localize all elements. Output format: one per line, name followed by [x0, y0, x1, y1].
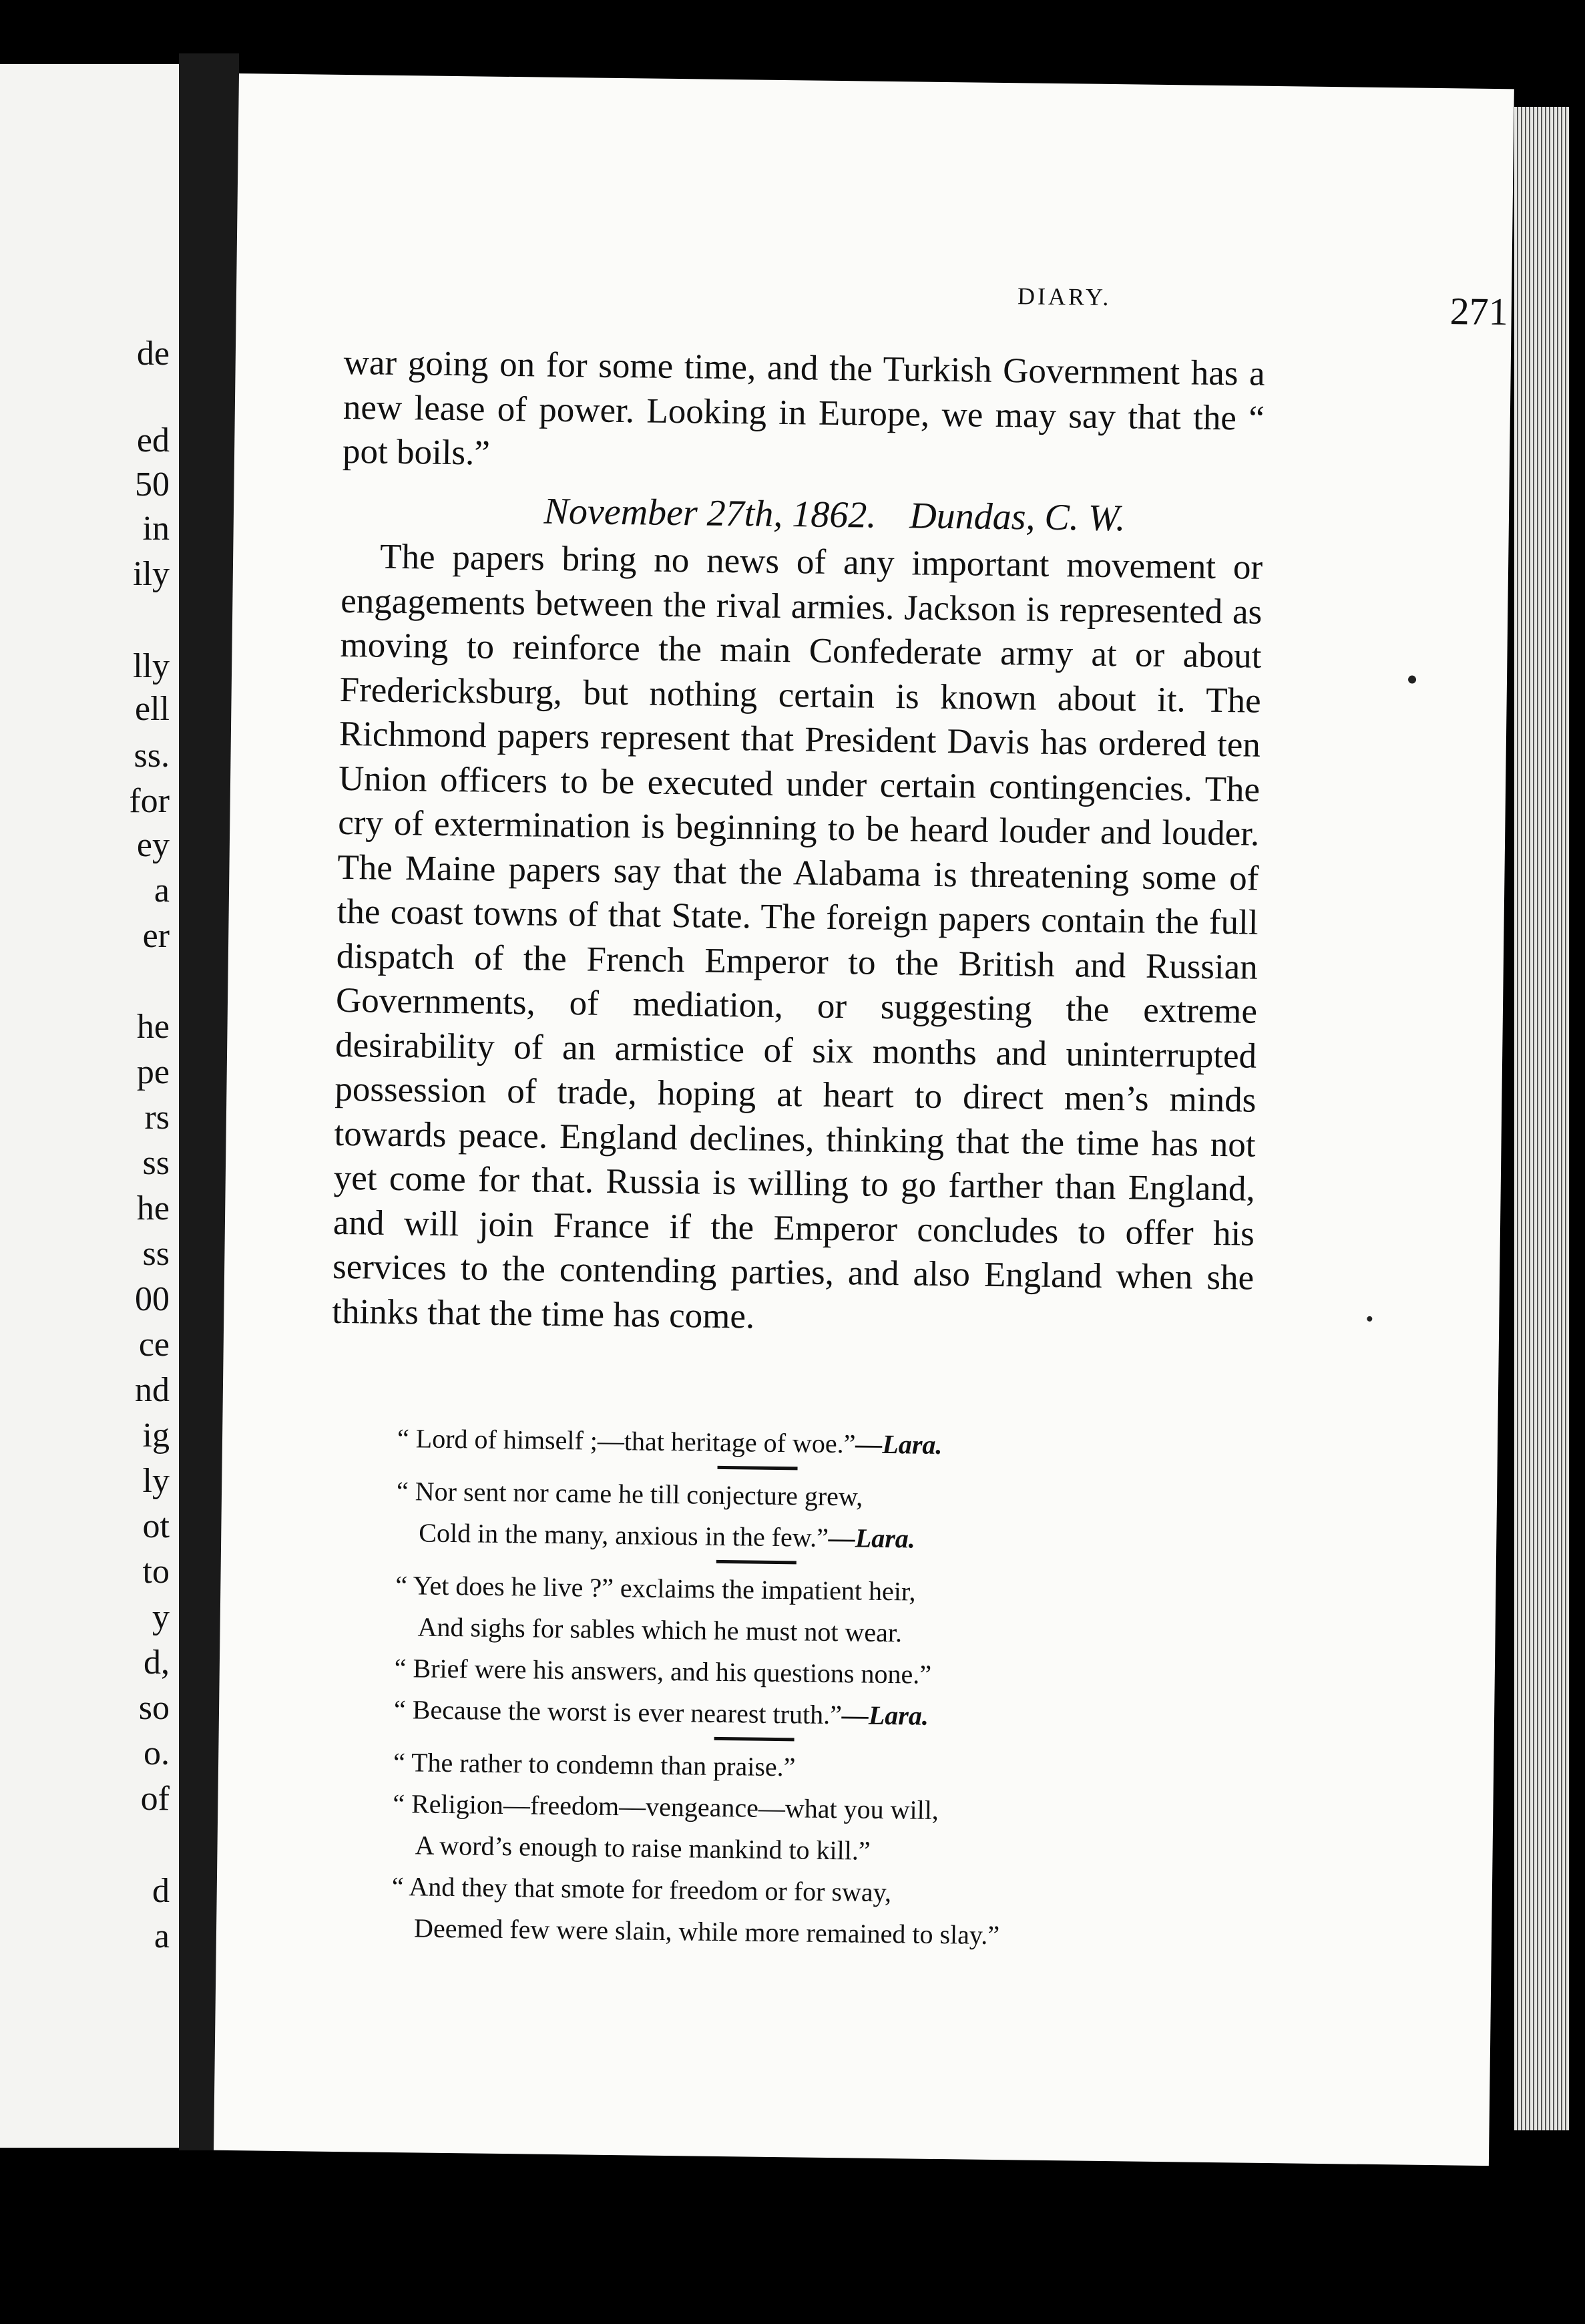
- ink-speck: [1367, 1316, 1372, 1322]
- left-page-fragment: d,: [144, 1643, 170, 1682]
- left-page-fragment: a: [154, 872, 170, 910]
- left-page-fragment: er: [142, 917, 170, 955]
- left-page-fragment: ly: [142, 1462, 170, 1500]
- quote-line: “ And they that smote for freedom or for sway,: [391, 1871, 892, 1908]
- left-page-fragment: ss: [142, 1235, 170, 1273]
- left-page-fragment: ey: [136, 826, 170, 864]
- left-page-fragment: ell: [135, 690, 170, 728]
- quote-line: “ Religion—freedom—vengeance—what you will,: [393, 1788, 939, 1825]
- quote-line: Cold in the many, anxious in the few.”—Lara.: [419, 1517, 916, 1554]
- left-page-fragment: pe: [136, 1053, 170, 1091]
- continuation-paragraph: [343, 341, 1265, 485]
- entry-date: November 27th, 1862.: [543, 490, 877, 536]
- left-page-fragment: of: [140, 1780, 170, 1818]
- quote-line: “ Nor sent nor came he till conjecture grew,: [396, 1476, 863, 1512]
- quote-divider: [716, 1560, 797, 1564]
- left-page-fragment: ed: [136, 421, 170, 459]
- quote-line: “ Because the worst is ever nearest truth.”—Lara.: [393, 1694, 929, 1731]
- quote-line: A word’s enough to raise mankind to kill.”: [415, 1830, 871, 1866]
- left-page-fragment: o.: [144, 1734, 170, 1772]
- left-page-fragment: ss: [142, 1144, 170, 1182]
- quote-group: [391, 1742, 1195, 1959]
- quote-divider: [718, 1466, 798, 1470]
- quote-divider: [714, 1737, 795, 1741]
- running-head: DIARY.: [1017, 282, 1112, 311]
- page-number: 271: [1449, 289, 1509, 334]
- left-page-fragment: de: [136, 335, 170, 373]
- left-page-fragment: so: [138, 1689, 170, 1727]
- left-page-fragment: d: [152, 1872, 170, 1910]
- quote-line: “ The rather to condemn than praise.”: [393, 1747, 796, 1782]
- left-page-fragment: in: [142, 510, 170, 548]
- diary-entry: [332, 534, 1263, 1345]
- page-edges: [1514, 107, 1569, 2130]
- left-page-fragment: he: [136, 1189, 170, 1227]
- quote-group: [396, 1471, 1198, 1563]
- entry-place: Dundas, C. W.: [909, 495, 1126, 540]
- quote-attribution: —Lara.: [855, 1428, 943, 1461]
- left-page-fragment: lly: [133, 647, 170, 685]
- left-page-fragment: to: [142, 1553, 170, 1591]
- quote-group: [394, 1565, 1197, 1740]
- quotations: [391, 1418, 1199, 1959]
- left-page-fragment: 50: [135, 465, 170, 504]
- book-page: [214, 73, 1514, 2166]
- quote-line: Deemed few were slain, while more remained to slay.”: [413, 1913, 1000, 1951]
- quote-attribution: —Lara.: [828, 1522, 916, 1554]
- quote-line: And sighs for sables which he must not wear.: [417, 1611, 903, 1648]
- quote-line: “ Yet does he live ?” exclaims the impatient heir,: [395, 1570, 916, 1607]
- entry-dateline: [401, 488, 1269, 542]
- left-page-fragment: ce: [138, 1326, 170, 1364]
- quote-line: “ Brief were his answers, and his questions none.”: [394, 1653, 932, 1690]
- left-page-fragment: rs: [144, 1099, 170, 1137]
- left-page-fragment: 00: [135, 1280, 170, 1318]
- left-page-fragment: ot: [142, 1507, 170, 1545]
- ink-speck: [1408, 675, 1416, 683]
- left-page-fragment: ss.: [134, 737, 170, 775]
- left-page-fragment: he: [136, 1008, 170, 1046]
- quote-line: “ Lord of himself ;—that heritage of woe.”—Lara.: [397, 1423, 943, 1461]
- left-page-fragment: ig: [142, 1416, 170, 1455]
- left-page-fragment: y: [152, 1598, 170, 1636]
- left-page-fragment: nd: [135, 1371, 170, 1409]
- quote-group: [397, 1418, 1199, 1469]
- continuation-text: war going on for some time, and the Turkish Government has a new lease of power. Looking in Europe, we may say that the “ pot boils.”: [342, 343, 1265, 473]
- left-page-fragment: a: [154, 1917, 170, 1955]
- left-page-fragment: ily: [133, 555, 170, 593]
- entry-text: The papers bring no news of any important movement or engagements between the rival armies. Jackson is represented as moving to reinforce the main Confederate army at or about Fredericksburg, but nothing certain is known about it. The Richmond papers represent that President Davis has ordered ten Union officers to be executed under certain contingencies. The cry of extermination is beginning to be heard louder and louder. The Maine papers say that the Alabama is threatening some of the coast towns of that State. The foreign papers contain the full dispatch of the French Emperor to the British and Russian Governments, of mediation, or suggesting the extreme desirability of an armistice of six months and uninterrupted possession of trade, hoping at heart to direct men’s minds towards peace. England declines, thinking that the time has not yet come for that. Russia is willing to go farther than England, and will join France if the Emperor concludes to offer his services to the contending parties, and also England when she thinks that the time has come.: [332, 537, 1263, 1336]
- quote-attribution: —Lara.: [841, 1700, 929, 1731]
- left-page-fragment: for: [129, 782, 170, 820]
- left-facing-page: [0, 64, 179, 2148]
